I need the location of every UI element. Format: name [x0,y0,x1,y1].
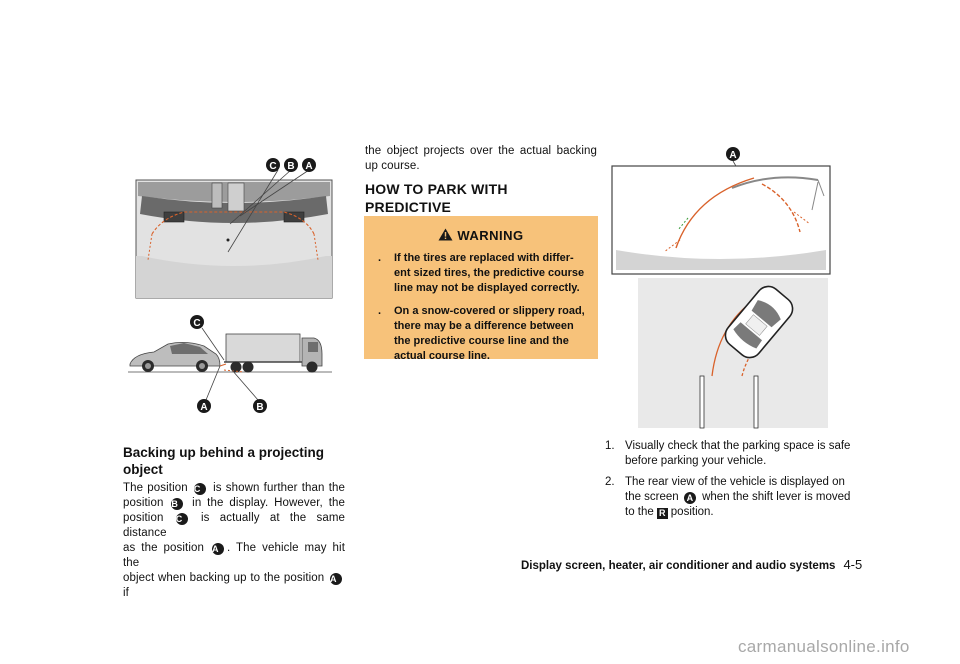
car-truck-illustration [124,310,336,416]
camera-display-illustration [128,152,340,302]
watermark: carmanualsonline.info [738,637,910,656]
page-footer [521,557,862,572]
callout-b-side: B [256,402,264,413]
gear-r-badge: R [657,508,668,519]
callout-a-side: A [200,402,208,413]
warning-header [364,216,598,243]
backing-line-2: position B in the display. However, the [123,497,345,509]
ref-badge-c: C [194,483,206,495]
ref-badge-c-2: C [176,513,188,525]
figure-camera-display [128,152,340,302]
figure-car-truck [124,310,336,416]
step-1-number: 1. [605,440,615,452]
section-title-backing: Backing up behind a projecting object [123,445,325,477]
step-1 [605,439,855,469]
ref-badge-a-2: A [330,573,342,585]
backing-line-4: as the position A . The vehicle may hit the [123,542,345,569]
ref-badge-a: A [212,543,224,555]
step-2: 2. The rear view of the vehicle is displayed on the screen A when the shift lever is moved to the R position. [605,476,851,518]
park-title-line-1: HOW TO PARK WITH PREDICTIVE [365,181,508,215]
page-number: 4-5 [843,557,863,572]
bullet-dot: . [378,305,382,317]
warning-item-2 [364,304,598,364]
callout-c-side: C [193,318,201,329]
warning-triangle-icon [438,228,453,241]
warning-item-1 [364,251,598,296]
ref-badge-b: B [171,498,183,510]
figure-predictive-course [604,140,836,430]
backing-paragraph [123,481,345,601]
warning-box [364,216,598,362]
predictive-course-illustration [604,140,836,430]
callout-a-top: A [305,161,313,172]
backing-line-3: position C is actually at the same distance [123,512,346,539]
warning-item-1-text: If the tires are replaced with differ-ent sized tires, the predictive course line may not be displayed correctly. [394,252,585,294]
callout-a-right: A [729,150,737,161]
callout-b-top: B [287,161,295,172]
backing-line-1: The position C is shown further than the [123,482,346,494]
step-1-text: Visually check that the parking space is safe before parking your vehicle. [625,440,851,467]
step-2-number: 2. [605,476,615,488]
callout-c-top: C [269,161,277,172]
continuation-text: the object projects over the actual backing up course. [365,145,597,172]
bullet-dot: . [378,252,382,264]
warning-item-2-text: On a snow-covered or slippery road, there may be a difference between the predictive course line and the actual course line. [394,305,585,362]
footer-title: Display screen, heater, air conditioner and audio systems [521,560,836,572]
warning-title: WARNING [457,228,524,243]
ref-badge-a-3: A [684,492,696,504]
backing-line-5: object when backing up to the position A if [123,571,345,601]
steps-list [605,439,855,526]
